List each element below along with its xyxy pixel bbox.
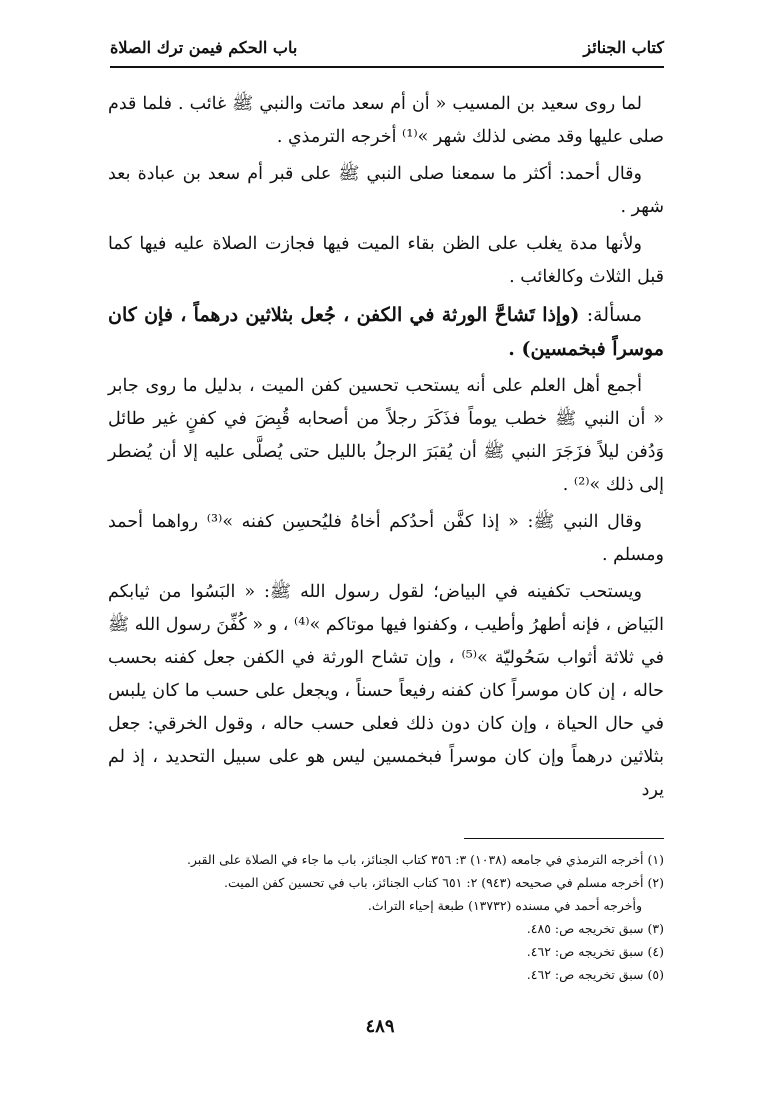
footnote-5: (٥) سبق تخريجه ص: ٤٦٢. (526, 967, 664, 982)
footnote-2-continued: وأخرجه أحمد في مسنده (١٣٧٣٢) طبعة إحياء التراث. (367, 898, 642, 913)
main-text (108, 88, 664, 811)
issue-heading (108, 298, 664, 366)
footnotes (108, 848, 664, 986)
header-chapter-title: باب الحكم فيمن ترك الصلاة (110, 38, 298, 57)
footnote-2: (٢) أخرجه مسلم في صحيحه (٩٤٣) ٢: ٦٥١ كتاب الجنائز، باب في تحسين كفن الميت. (224, 875, 664, 890)
footnote-3: (٣) سبق تخريجه ص: ٤٨٥. (526, 921, 664, 936)
running-header (110, 36, 664, 68)
footnote-divider (464, 838, 664, 839)
issue-text: (وإذا تَشاحَّ الورثة في الكفن ، جُعل بثلاثين درهماً ، فإن كان موسراً فبخمسين) . (108, 304, 664, 360)
footnote-1: (١) أخرجه الترمذي في جامعه (١٠٣٨) ٣: ٣٥٦ كتاب الجنائز، باب ما جاء في الصلاة على القبر. (186, 852, 664, 867)
header-book-title: كتاب الجنائز (583, 38, 664, 57)
paragraph-4: أجمع أهل العلم على أنه يستحب تحسين كفن الميت ، بدليل ما روى جابر « أن النبي ﷺ خطب يوماً فذَكَرَ رجلاً من أصحابه قُبِضَ في كفنٍ غير طائل وَدُفن ليلاً فزَجَرَ النبي ﷺ أن يُقبَرَ الرجلُ بالليل حتى يُصلَّى عليه إلا أن يُضطر إلى ذلك »⁽²⁾ . (108, 376, 664, 495)
paragraph-3: ولأنها مدة يغلب على الظن بقاء الميت فيها فجازت الصلاة عليه فيها كما قبل الثلاث وكالغائب . (108, 234, 664, 287)
paragraph-5: وقال النبي ﷺ: « إذا كفَّن أحدُكم أخاهُ فليُحسِن كفنه »⁽³⁾ رواهما أحمد ومسلم . (108, 512, 664, 565)
paragraph-6: ويستحب تكفينه في البياض؛ لقول رسول الله ﷺ: « البَسُوا من ثيابكم البَياض ، فإنه أطهرُ وأطيب ، وكفنوا فيها موتاكم »⁽⁴⁾ ، و « كُفِّنَ رسول الله ﷺ في ثلاثة أثواب سَحُوليّة »⁽⁵⁾ ، وإن تشاح الورثة في الكفن جعل كفنه بحسب حاله ، إن كان موسراً كان كفنه رفيعاً حسناً ، ويجعل على حسب ما كان يلبس في حال الحياة ، وإن كان دون ذلك فعلى حسب حاله ، وقول الخرقي: جعل بثلاثين درهماً وإن كان موسراً فبخمسين ليس هو على سبيل التحديد ، إذ لم يرد (108, 582, 664, 800)
footnote-4: (٤) سبق تخريجه ص: ٤٦٢. (526, 944, 664, 959)
paragraph-1: لما روى سعيد بن المسيب « أن أم سعد ماتت والنبي ﷺ غائب . فلما قدم صلى عليها وقد مضى لذلك شهر »⁽¹⁾ أخرجه الترمذي . (108, 94, 664, 147)
issue-lead: مسألة: (586, 304, 642, 326)
page-number: ٤٨٩ (365, 1016, 395, 1037)
paragraph-2: وقال أحمد: أكثر ما سمعنا صلى النبي ﷺ على قبر أم سعد بن عبادة بعد شهر . (108, 164, 664, 217)
